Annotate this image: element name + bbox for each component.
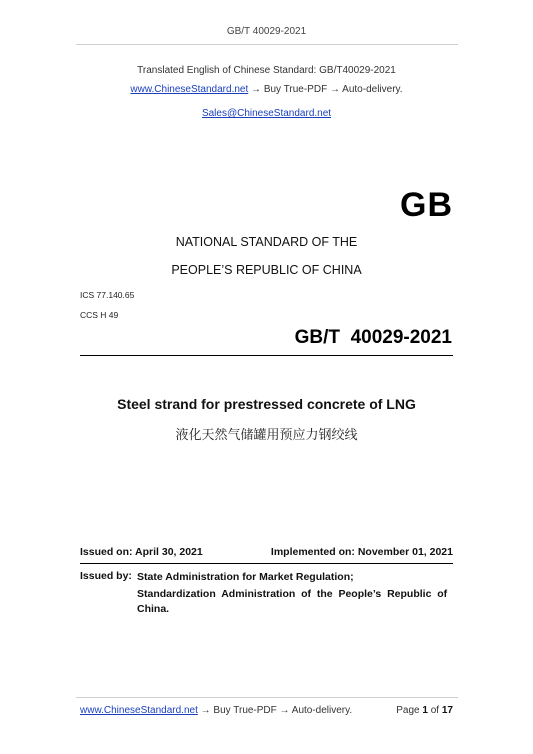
republic-line: PEOPLE’S REPUBLIC OF CHINA [171,263,362,277]
english-title: Steel strand for prestressed concrete of LNG [117,396,416,412]
page-indicator [396,705,453,716]
page-of: of [430,705,440,716]
ics-code: ICS 77.140.65 [80,290,135,300]
chinese-title: 液化天然气储罐用预应力钢绞线 [175,427,358,442]
page-current: 1 [422,705,428,716]
standard-number: GB/T 40029-2021 [294,327,452,348]
footer-buy-text: → Buy True-PDF → Auto-delivery. [197,705,353,716]
footer-divider [76,697,458,698]
translation-notice: Translated English of Chinese Standard: GB/T40029-2021 [137,65,396,76]
issued-on-date: Issued on: April 30, 2021 [80,546,203,558]
running-header: GB/T 40029-2021 [226,26,307,37]
gb-mark: GB [400,186,453,224]
footer-site-line [80,705,352,716]
issuer-line-2b: China. [137,603,170,615]
implemented-on-date: Implemented on: November 01, 2021 [270,546,453,558]
email-link[interactable]: Sales@ChineseStandard.net [201,108,332,119]
buy-text: → Buy True-PDF → Auto-delivery. [248,84,403,95]
site-link[interactable]: www.ChineseStandard.net [130,84,249,95]
ccs-code: CCS H 49 [80,310,119,320]
page-word: Page [396,705,420,716]
email-row [0,103,533,121]
page-total: 17 [441,705,453,716]
issued-by-label: Issued by: [80,570,132,582]
header-divider [76,44,458,45]
dates-rule [80,563,453,564]
issued-by-body [137,570,453,617]
issuer-line-2a: Standardization Administration of the People’s Republic of [137,588,448,600]
footer-site-link[interactable]: www.ChineseStandard.net [80,705,198,716]
issuer-line-1: State Administration for Market Regulation; [137,571,354,583]
standard-number-rule [80,355,453,356]
site-buy-line [0,84,533,95]
national-standard-line: NATIONAL STANDARD OF THE [175,235,358,249]
